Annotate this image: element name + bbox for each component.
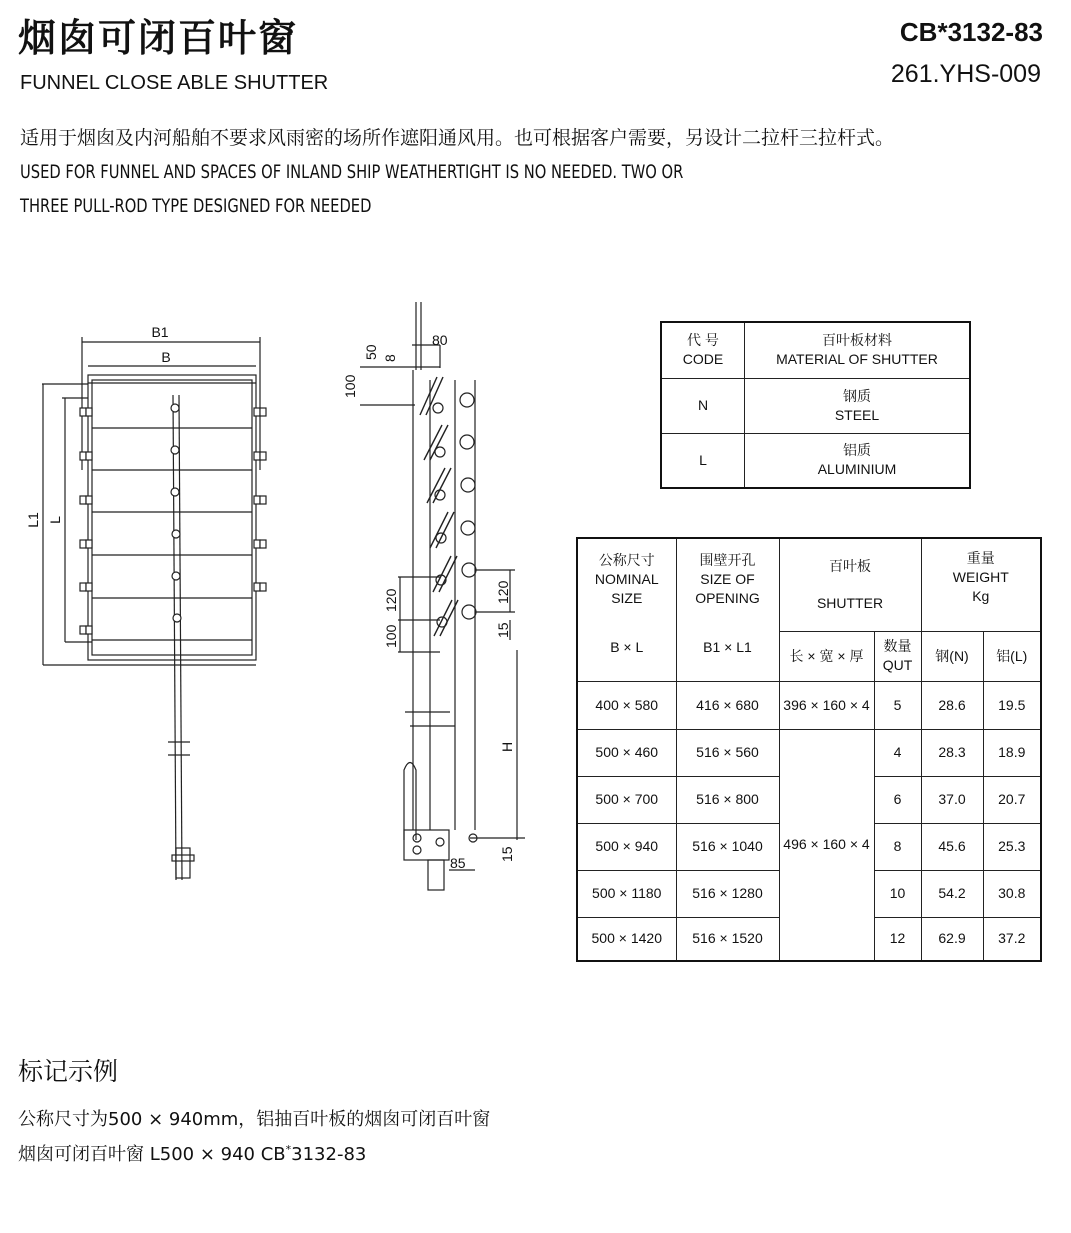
marking-example-line2 — [18, 1138, 366, 1167]
cell-steel: 62.9 — [921, 917, 983, 961]
cell-shutter: 496 × 160 × 4 — [779, 729, 874, 961]
cell-nominal: 500 × 700 — [577, 776, 676, 823]
cell-opening: 516 × 800 — [676, 776, 779, 823]
header-nominal-en2: SIZE — [611, 590, 643, 606]
cell-steel: 45.6 — [921, 823, 983, 870]
dim-label-8: 8 — [382, 354, 398, 362]
material-header — [745, 322, 971, 378]
material-code: L — [661, 433, 745, 488]
cell-opening: 516 × 560 — [676, 729, 779, 776]
cell-opening: 516 × 1040 — [676, 823, 779, 870]
header-nominal-sub: B × L — [610, 639, 644, 655]
dim-label-120-right: 120 — [495, 580, 511, 604]
material-table — [660, 321, 971, 489]
header-nominal-en1: NOMINAL — [594, 571, 659, 587]
code-header-en: CODE — [682, 351, 724, 368]
header-qty-cn: 数量 — [883, 638, 912, 654]
header-opening-size — [676, 538, 779, 681]
header-shutter — [779, 538, 921, 631]
cell-aluminium: 18.9 — [983, 729, 1041, 776]
description-en-line1: USED FOR FUNNEL AND SPACES OF INLAND SHIP WEATHERTIGHT IS NO NEEDED. TWO OR — [20, 161, 684, 183]
spec-table — [576, 537, 1042, 962]
page-title-en: FUNNEL CLOSE ABLE SHUTTER — [20, 72, 329, 94]
code-header — [661, 322, 745, 378]
cell-opening: 516 × 1520 — [676, 917, 779, 961]
cell-nominal: 500 × 940 — [577, 823, 676, 870]
header-shutter-en: SHUTTER — [816, 594, 884, 611]
cell-steel: 54.2 — [921, 870, 983, 917]
marking-example-title: 标记示例 — [18, 1057, 119, 1086]
header-weight-en: WEIGHT — [952, 569, 1009, 585]
cell-qty: 12 — [874, 917, 921, 961]
dim-label-120-left: 120 — [383, 588, 399, 612]
standard-code: CB*3132-83 — [899, 17, 1043, 47]
header-weight-cn: 重量 — [966, 550, 995, 566]
cell-nominal: 400 × 580 — [577, 681, 676, 729]
cell-aluminium: 30.8 — [983, 870, 1041, 917]
header-shutter-cn: 百叶板 — [829, 557, 871, 574]
material-header-cn: 百叶板材料 — [822, 332, 892, 349]
marking-example-line1: 公称尺寸为500 × 940mm，铝抽百叶板的烟囱可闭百叶窗 — [18, 1109, 491, 1130]
description-cn: 适用于烟囱及内河船舶不要求风雨密的场所作遮阳通风用。也可根据客户需要，另设计二拉杆三拉杆式。 — [20, 127, 895, 149]
header-opening-sub: B1 × L1 — [703, 639, 752, 655]
material-cell — [745, 378, 971, 433]
cell-opening: 516 × 1280 — [676, 870, 779, 917]
dim-label-b1: B1 — [151, 324, 169, 340]
front-view-drawing — [0, 300, 300, 890]
header-opening-en1: SIZE OF — [700, 571, 755, 587]
cell-steel: 37.0 — [921, 776, 983, 823]
dim-label-80: 80 — [432, 332, 448, 348]
material-en: STEEL — [834, 406, 880, 423]
header-qty-en: QUT — [882, 657, 913, 673]
dim-label-b: B — [161, 349, 171, 365]
material-header-en: MATERIAL OF SHUTTER — [776, 351, 938, 368]
dim-label-h: H — [499, 741, 515, 752]
code-header-cn: 代 号 — [687, 332, 719, 349]
cell-aluminium: 20.7 — [983, 776, 1041, 823]
dim-label-50: 50 — [363, 344, 379, 360]
dim-label-100-bottom: 100 — [383, 624, 399, 648]
cell-nominal: 500 × 1420 — [577, 917, 676, 961]
cell-aluminium: 25.3 — [983, 823, 1041, 870]
cell-steel: 28.6 — [921, 681, 983, 729]
material-row — [661, 433, 970, 488]
dim-label-15-bottom: 15 — [499, 846, 515, 862]
material-row — [661, 378, 970, 433]
cell-steel: 28.3 — [921, 729, 983, 776]
cell-qty: 10 — [874, 870, 921, 917]
catalog-number: 261.YHS-009 — [890, 60, 1041, 88]
cell-qty: 8 — [874, 823, 921, 870]
material-en: ALUMINIUM — [817, 461, 897, 478]
header-nominal-size — [577, 538, 676, 681]
header-qty — [874, 631, 921, 681]
table-row — [577, 681, 1041, 729]
header-nominal-cn: 公称尺寸 — [598, 552, 655, 568]
cell-aluminium: 37.2 — [983, 917, 1041, 961]
marking-suffix: 3132-83 — [291, 1144, 367, 1165]
cell-aluminium: 19.5 — [983, 681, 1041, 729]
dim-label-l: L — [47, 516, 63, 524]
header-opening-cn: 围壁开孔 — [699, 552, 756, 568]
cell-shutter: 396 × 160 × 4 — [779, 681, 874, 729]
dim-label-15-mid: 15 — [495, 622, 511, 638]
cell-qty: 4 — [874, 729, 921, 776]
header-weight — [921, 538, 1041, 631]
header-weight-unit: Kg — [972, 588, 990, 604]
dim-label-85: 85 — [450, 855, 466, 871]
cell-opening: 416 × 680 — [676, 681, 779, 729]
header-shutter-dims: 长 × 宽 × 厚 — [779, 631, 874, 681]
side-view-drawing — [330, 295, 530, 895]
cell-nominal: 500 × 1180 — [577, 870, 676, 917]
header-opening-en2: OPENING — [695, 590, 760, 606]
material-cn: 铝质 — [843, 442, 871, 459]
header-steel: 钢(N) — [921, 631, 983, 681]
table-row — [577, 729, 1041, 776]
dim-label-100-top: 100 — [342, 374, 358, 398]
material-cn: 钢质 — [843, 387, 871, 404]
cell-nominal: 500 × 460 — [577, 729, 676, 776]
page-title-cn: 烟囱可闭百叶窗 — [18, 16, 299, 60]
material-cell — [745, 433, 971, 488]
dim-label-l1: L1 — [25, 512, 41, 528]
description-en-line2: THREE PULL-ROD TYPE DESIGNED FOR NEEDED — [20, 195, 372, 217]
cell-qty: 6 — [874, 776, 921, 823]
cell-qty: 5 — [874, 681, 921, 729]
marking-sup: * — [285, 1143, 292, 1156]
marking-prefix: 烟囱可闭百叶窗 L500 × 940 CB — [18, 1144, 286, 1165]
material-code: N — [661, 378, 745, 433]
header-aluminium: 铝(L) — [983, 631, 1041, 681]
